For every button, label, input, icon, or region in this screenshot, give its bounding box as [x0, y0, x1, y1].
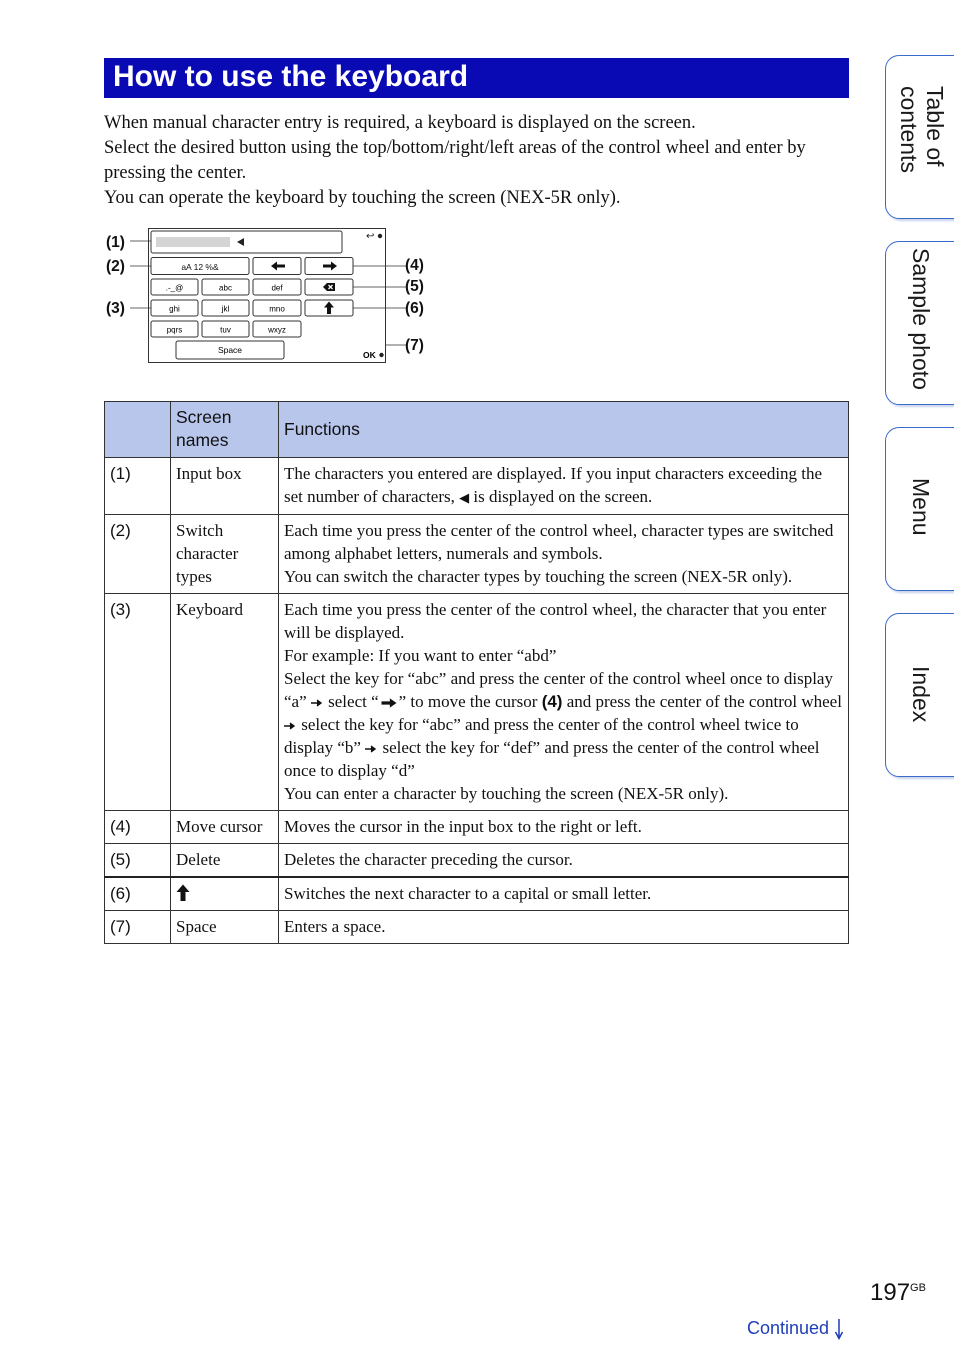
page-number: $197^{GB}$ — [870, 1279, 926, 1306]
callout-3: (3) — [106, 300, 125, 317]
shift-up-arrow-icon — [176, 884, 190, 902]
function-text: You can switch the character types by touching the screen (NEX-5R only). — [284, 567, 793, 586]
row-number: (5) — [105, 844, 171, 878]
table-row — [105, 811, 849, 844]
row-number: (4) — [105, 811, 171, 844]
function-text: Each time you press the center of the control wheel, character types are switched among alphabet letters, numerals and symbols. — [284, 521, 834, 563]
callout-4: (4) — [405, 257, 424, 274]
keyboard-diagram — [100, 222, 440, 368]
row-screen-name: Switch character types — [171, 515, 279, 594]
intro-text — [104, 111, 849, 211]
callout-6: (6) — [405, 300, 424, 317]
row-screen-name: Move cursor — [171, 811, 279, 844]
key-label: abc — [219, 283, 232, 293]
tab-table-of-contents[interactable] — [885, 55, 954, 219]
right-arrow-icon — [311, 698, 324, 708]
intro-line-1: When manual character entry is required, a keyboard is displayed on the screen. — [104, 113, 696, 133]
row-screen-name: Space — [171, 911, 279, 944]
row-function: Enters a space. — [279, 911, 849, 944]
page-title-bar — [104, 58, 849, 98]
tab-menu[interactable] — [885, 427, 954, 591]
key-label: ghi — [169, 304, 180, 314]
key-label: jkl — [221, 304, 230, 314]
key-label: pqrs — [166, 325, 183, 335]
header-functions: Functions — [279, 402, 849, 458]
letter-keys — [151, 279, 301, 337]
table-row — [105, 911, 849, 944]
table-row — [105, 515, 849, 594]
down-arrow-icon — [834, 1318, 844, 1340]
row-screen-name: Delete — [171, 844, 279, 878]
key-label: tuv — [220, 325, 231, 335]
function-text: Each time you press the center of the control wheel, the character that you enter will be displayed. — [284, 600, 827, 642]
row-number: (6) — [105, 877, 171, 911]
table-row — [105, 458, 849, 515]
ok-label: OK — [363, 350, 376, 360]
tab-label: Menu — [908, 478, 934, 536]
tab-label: Table of contents — [896, 86, 948, 173]
row-number: (2) — [105, 515, 171, 594]
row-function — [279, 594, 849, 811]
key-label: def — [271, 283, 283, 293]
function-text: is displayed on the screen. — [469, 487, 653, 506]
table-row — [105, 844, 849, 878]
callout-1: (1) — [106, 234, 125, 251]
switch-key-label: aA 12 %& — [181, 262, 219, 272]
functions-table — [104, 401, 849, 944]
table-row — [105, 877, 849, 911]
row-number: (1) — [105, 458, 171, 515]
tab-index[interactable] — [885, 613, 954, 777]
function-text: For example: If you want to enter “abd” — [284, 646, 557, 665]
row-screen-name: Keyboard — [171, 594, 279, 811]
function-text: The characters you entered are displayed. If you input characters exceeding the set number of characters, — [284, 464, 823, 506]
right-arrow-icon — [365, 744, 378, 754]
overflow-triangle-icon: ◀ — [459, 490, 470, 505]
intro-line-2: Select the desired button using the top/bottom/right/left areas of the control wheel and enter by pressing the center. — [104, 138, 806, 183]
page-number-suffix: GB — [910, 1282, 926, 1294]
table-row — [105, 594, 849, 811]
row-screen-name — [171, 877, 279, 911]
header-screen-names: Screen names — [171, 402, 279, 458]
callout-2: (2) — [106, 258, 125, 275]
row-function — [279, 458, 849, 515]
back-icon: ↩ — [366, 231, 375, 242]
row-function — [279, 515, 849, 594]
continued-label: Continued — [747, 1318, 830, 1338]
bold-right-arrow-icon — [379, 698, 399, 708]
tab-sample-photo[interactable] — [885, 241, 954, 405]
row-function: Moves the cursor in the input box to the right or left. — [279, 811, 849, 844]
input-box-text — [156, 237, 230, 247]
row-number: (3) — [105, 594, 171, 811]
tab-label: Index — [908, 666, 934, 723]
space-key-label: Space — [217, 345, 243, 355]
row-function: Switches the next character to a capital or small letter. — [279, 877, 849, 911]
intro-line-3: You can operate the keyboard by touching the screen (NEX-5R only). — [104, 188, 621, 208]
row-screen-name: Input box — [171, 458, 279, 515]
header-number — [105, 402, 171, 458]
function-text: You can enter a character by touching the screen (NEX-5R only). — [284, 784, 729, 803]
callout-5: (5) — [405, 278, 424, 295]
row-function: Deletes the character preceding the cursor. — [279, 844, 849, 878]
page-title: How to use the keyboard — [113, 60, 469, 93]
continued-link[interactable] — [747, 1318, 844, 1340]
row-number: (7) — [105, 911, 171, 944]
key-label: mno — [269, 304, 285, 314]
tab-label: Sample photo — [908, 248, 934, 390]
key-label: .-_@ — [165, 283, 184, 293]
key-label: wxyz — [268, 325, 286, 335]
table-header-row — [105, 402, 849, 458]
function-steps: Select the key for “abc” and press the center of the control wheel once to display “a” select “ ” to move the cursor (4) and press the center of the control wheel select the key for “abc” and press the center of the control wheel twice to display “b” select the key for “def” and press the center of the control wheel once to display “d” — [284, 669, 842, 780]
right-arrow-icon — [284, 721, 297, 731]
callout-7: (7) — [405, 337, 424, 354]
